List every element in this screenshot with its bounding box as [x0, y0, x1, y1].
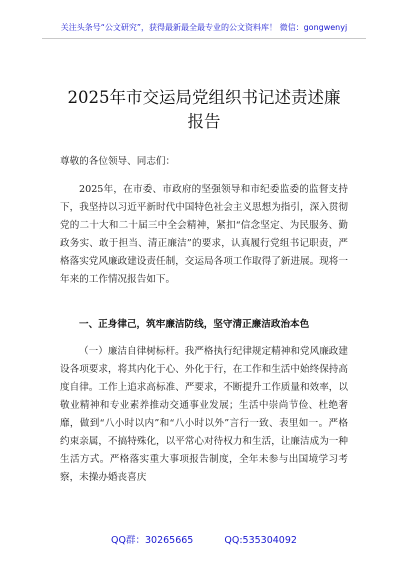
footer-qq-number: QQ:535304092 [224, 535, 297, 546]
header-note: 关注头条号“公文研究”，获得最新最全最专业的公文资料库！ 微信：gongwenyj [60, 23, 348, 32]
title-line-2: 报告 [187, 112, 221, 131]
title-line-1: 2025年市交运局党组织书记述责述廉 [67, 88, 341, 107]
paragraph-integrity: （一）廉洁自律树标杆。我严格执行纪律规定精神和党风廉政建设各项要求，将其内化于心、外化于行，在工作和生活中始终保持高度自律。工作上追求高标准、严要求，不断提升工作质量和效率，以敬业精神和专业素养推动交通事业发展；生活中崇尚节俭、杜绝奢靡，做到“八小时以内”和“八小时以外”言行一致、表里如一。严格约束亲属，不搞特殊化，以平常心对待权力和生活，让廉洁成为一种生活方式。严格落实重大事项报告制度，全年未参与出国境学习考察，未操办婚丧喜庆 [60, 346, 348, 483]
footer-contact [0, 534, 408, 548]
header-divider [42, 38, 366, 39]
footer-qq-group: QQ群：30265665 [111, 535, 194, 546]
salutation: 尊敬的各位领导、同志们： [60, 156, 176, 167]
section-heading-1: 一、正身律己，筑牢廉洁防线，坚守清正廉洁政治本色 [79, 319, 310, 330]
document-title [44, 86, 364, 134]
paragraph-intro: 2025年，在市委、市政府的坚强领导和市纪委监委的监督支持下，我坚持以习近平新时代中国特色社会主义思想为指引，深入贯彻党的二十大和二十届三中全会精神，紧扣“信念坚定、为民服务、勤政务实、敢于担当、清正廉洁”的要求，认真履行党组书记职责，严格落实党风廉政建设责任制，交运局各项工作取得了新进展。现将一年来的工作情况报告如下。 [60, 184, 348, 285]
